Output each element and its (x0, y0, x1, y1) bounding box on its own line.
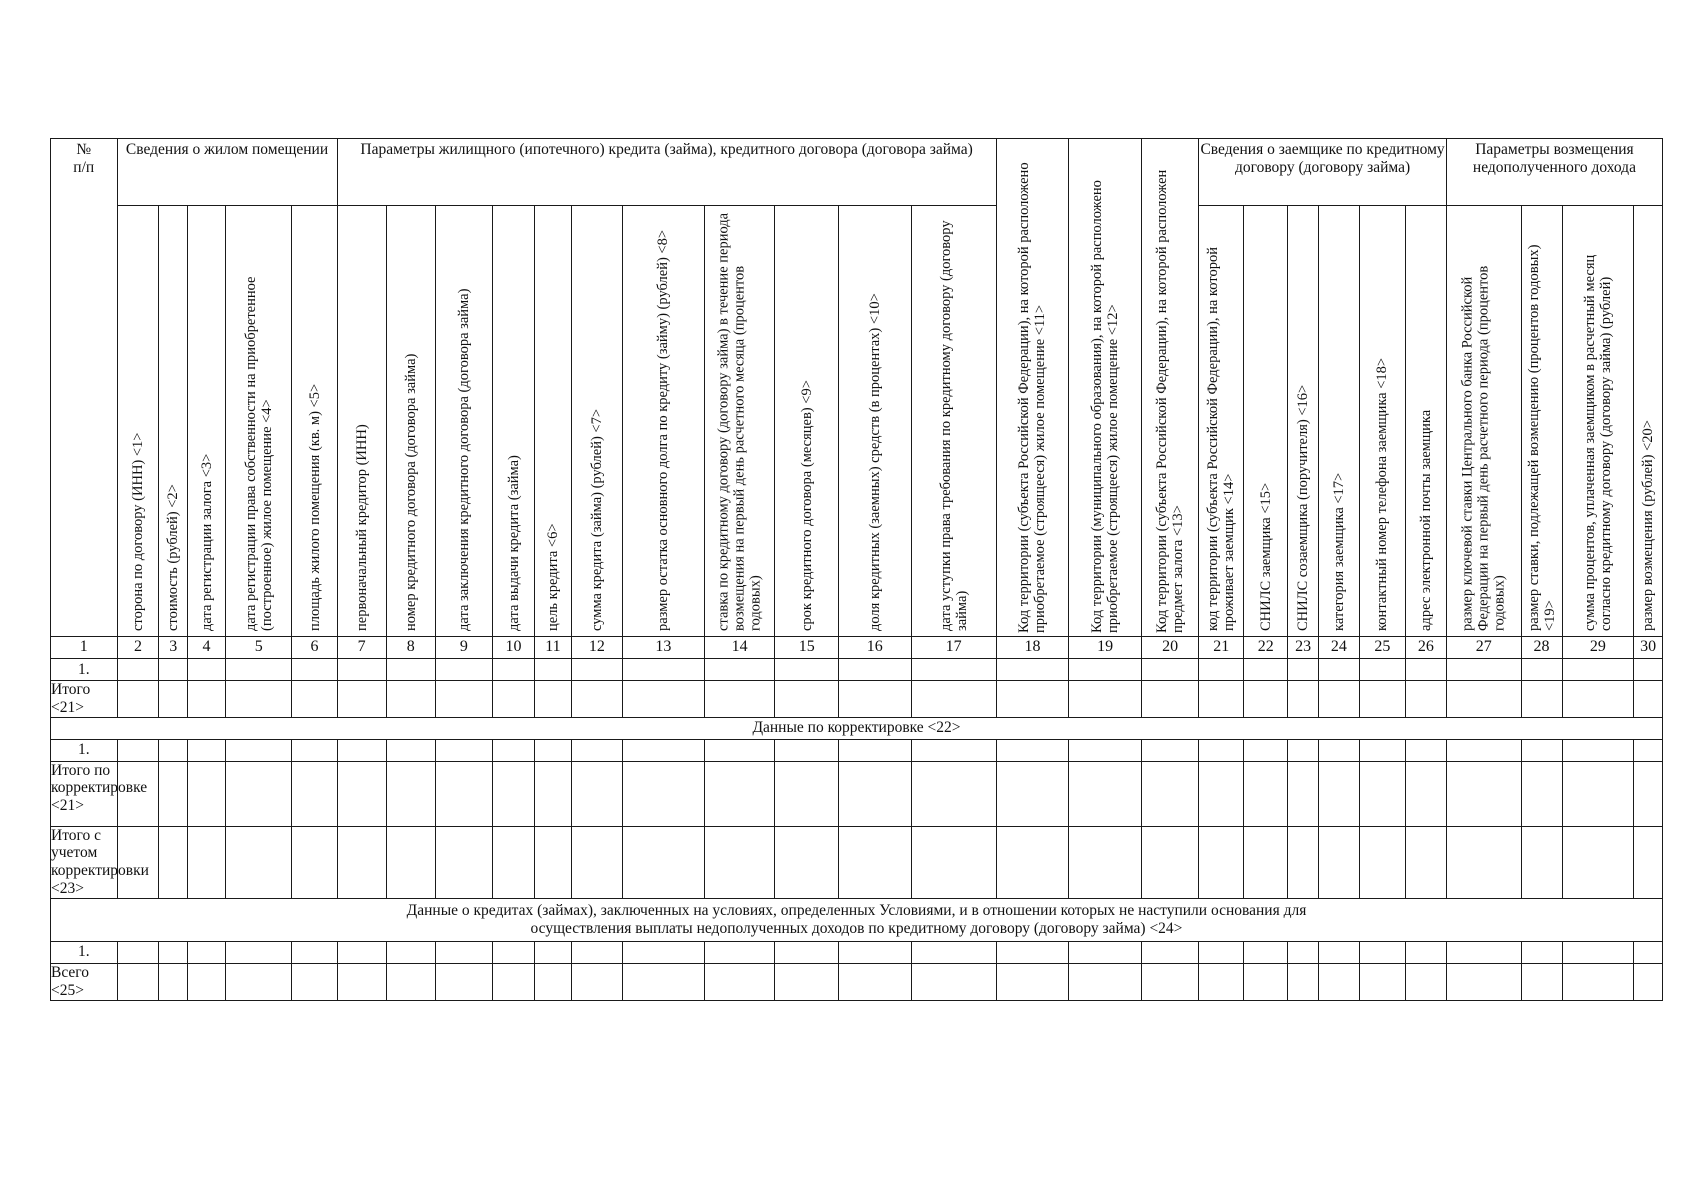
report-table (50, 138, 1663, 1001)
table-cell (225, 761, 292, 826)
table-cell (571, 941, 622, 963)
table-cell (1199, 963, 1244, 1000)
group-housing: Сведения о жилом помещении (117, 139, 337, 206)
table-cell (1634, 761, 1663, 826)
table-row (51, 739, 1663, 761)
table-cell (838, 739, 911, 761)
table-cell (435, 963, 492, 1000)
table-cell (1405, 659, 1446, 681)
table-cell (623, 761, 705, 826)
table-cell (1141, 739, 1198, 761)
table-cell (704, 826, 775, 898)
table-cell (704, 761, 775, 826)
column-number: 29 (1562, 637, 1634, 659)
table-cell (1069, 941, 1142, 963)
header-col-19: Код территории (муниципального образования), на которой расположено приобретаемое (строящееся) жилое помещение <12> (1069, 139, 1142, 637)
table-cell (1634, 681, 1663, 718)
table-cell (775, 941, 838, 963)
grand-total-label: Всего <25> (51, 963, 118, 1000)
table-cell (1244, 826, 1288, 898)
table-cell (1446, 826, 1521, 898)
table-cell (337, 761, 386, 826)
table-cell (911, 659, 996, 681)
table-cell (292, 681, 337, 718)
table-cell (535, 963, 572, 1000)
column-number-row (51, 637, 1663, 659)
header-col-30: размер возмещения (рублей) <20> (1634, 206, 1663, 637)
table-cell (535, 739, 572, 761)
table-row (51, 761, 1663, 826)
table-cell (996, 659, 1069, 681)
column-number: 2 (117, 637, 159, 659)
table-cell (1288, 963, 1319, 1000)
table-cell (1521, 681, 1562, 718)
table-cell (996, 963, 1069, 1000)
table-cell (337, 681, 386, 718)
column-number: 1 (51, 637, 118, 659)
table-cell (623, 963, 705, 1000)
table-cell (1562, 681, 1634, 718)
header-col-13: размер остатка основного долга по кредиту (займу) (рублей) <8> (623, 206, 705, 637)
table-cell (996, 761, 1069, 826)
table-cell (292, 659, 337, 681)
table-cell (1446, 681, 1521, 718)
table-cell (1069, 826, 1142, 898)
table-cell (435, 941, 492, 963)
table-cell (1244, 941, 1288, 963)
table-cell (225, 826, 292, 898)
table-cell (571, 826, 622, 898)
table-cell (571, 761, 622, 826)
table-cell (159, 659, 188, 681)
table-cell (1244, 681, 1288, 718)
table-cell (1288, 761, 1319, 826)
table-cell (1405, 963, 1446, 1000)
table-cell (623, 826, 705, 898)
table-cell (435, 761, 492, 826)
column-number: 24 (1318, 637, 1359, 659)
column-number: 30 (1634, 637, 1663, 659)
table-cell (225, 739, 292, 761)
table-row (51, 941, 1663, 963)
table-cell (1199, 761, 1244, 826)
table-cell (435, 739, 492, 761)
table-cell (704, 659, 775, 681)
header-col-14: ставка по кредитному договору (договору займа) в течение периода возмещения на первый день расчетного месяца (процентов годовых) (704, 206, 775, 637)
table-cell (623, 739, 705, 761)
table-cell (1405, 681, 1446, 718)
table-cell (225, 941, 292, 963)
table-cell (1244, 739, 1288, 761)
header-col-2: сторона по договору (ИНН) <1> (117, 206, 159, 637)
header-col-3: стоимость (рублей) <2> (159, 206, 188, 637)
table-row (51, 681, 1663, 718)
header-col-17: дата уступки права требования по кредитному договору (договору займа) (911, 206, 996, 637)
table-cell (704, 963, 775, 1000)
group-borrower: Сведения о заемщике по кредитному договору (договору займа) (1199, 139, 1447, 206)
table-cell (1288, 659, 1319, 681)
table-cell (996, 941, 1069, 963)
table-cell (1141, 941, 1198, 963)
header-col-25: контактный номер телефона заемщика <18> (1359, 206, 1405, 637)
column-number: 20 (1141, 637, 1198, 659)
table-cell (1318, 761, 1359, 826)
header-col-5: дата регистрации права собственности на приобретенное (построенное) жилое помещение <4> (225, 206, 292, 637)
table-cell (1562, 963, 1634, 1000)
table-cell (1562, 739, 1634, 761)
header-number-column: № п/п (51, 139, 118, 637)
total-with-correction-label: Итого с учетом корректировки <23> (51, 826, 149, 898)
table-cell (1521, 941, 1562, 963)
column-number: 9 (435, 637, 492, 659)
table-cell (775, 963, 838, 1000)
table-cell (704, 739, 775, 761)
table-cell (1634, 826, 1663, 898)
table-cell (386, 659, 435, 681)
column-number: 11 (535, 637, 572, 659)
table-cell (1318, 963, 1359, 1000)
table-cell (911, 681, 996, 718)
table-cell (911, 963, 996, 1000)
row-number: 1. (51, 659, 118, 681)
table-cell (1521, 761, 1562, 826)
table-cell (1318, 739, 1359, 761)
column-number: 13 (623, 637, 705, 659)
table-cell (535, 941, 572, 963)
table-cell (1244, 659, 1288, 681)
table-cell (911, 826, 996, 898)
table-cell (292, 826, 337, 898)
table-cell (159, 963, 188, 1000)
table-cell (117, 659, 159, 681)
table-cell (493, 761, 535, 826)
table-cell (1405, 941, 1446, 963)
header-col-26: адрес электронной почты заемщика (1405, 206, 1446, 637)
table-cell (493, 826, 535, 898)
table-cell (188, 761, 226, 826)
header-col-11: цель кредита <6> (535, 206, 572, 637)
table-cell (493, 941, 535, 963)
column-number: 22 (1244, 637, 1288, 659)
table-cell (1634, 941, 1663, 963)
row-number: 1. (51, 739, 118, 761)
table-cell (1405, 761, 1446, 826)
table-cell (435, 826, 492, 898)
table-cell (386, 963, 435, 1000)
column-number: 21 (1199, 637, 1244, 659)
table-cell (1141, 963, 1198, 1000)
table-cell (911, 739, 996, 761)
table-cell (1318, 941, 1359, 963)
table-cell (1562, 761, 1634, 826)
table-cell (1244, 963, 1288, 1000)
table-cell (623, 681, 705, 718)
column-number: 19 (1069, 637, 1142, 659)
header-col-18: Код территории (субъекта Российской Федерации), на которой расположено приобретаемое (строящееся) жилое помещение <11> (996, 139, 1069, 637)
table-cell (775, 659, 838, 681)
table-cell (775, 826, 838, 898)
table-cell (337, 963, 386, 1000)
table-cell (337, 659, 386, 681)
table-cell (1562, 659, 1634, 681)
table-cell (838, 659, 911, 681)
table-cell (225, 659, 292, 681)
header-col-12: сумма кредита (займа) (рублей) <7> (571, 206, 622, 637)
table-cell (188, 739, 226, 761)
table-cell (535, 761, 572, 826)
table-cell (1359, 941, 1405, 963)
table-cell (1562, 941, 1634, 963)
table-cell (292, 761, 337, 826)
table-cell (838, 761, 911, 826)
table-cell (911, 761, 996, 826)
column-number: 18 (996, 637, 1069, 659)
table-cell (435, 659, 492, 681)
table-cell (1141, 659, 1198, 681)
column-number: 4 (188, 637, 226, 659)
column-number: 28 (1521, 637, 1562, 659)
table-cell (1288, 681, 1319, 718)
table-cell (1634, 739, 1663, 761)
table-cell (1318, 826, 1359, 898)
table-cell (292, 941, 337, 963)
table-cell (1359, 963, 1405, 1000)
table-row (51, 963, 1663, 1000)
table-cell (159, 826, 188, 898)
table-cell (1359, 739, 1405, 761)
table-cell (571, 681, 622, 718)
table-cell (911, 941, 996, 963)
table-cell (1288, 739, 1319, 761)
table-cell (1446, 963, 1521, 1000)
table-cell (1318, 681, 1359, 718)
table-cell (1069, 659, 1142, 681)
credits-section-title: Данные о кредитах (займах), заключенных на условиях, определенных Условиями, и в отношении которых не наступили основания для осуществления выплаты недополученных доходов по кредитному договору (договору займа) <24> (51, 898, 1663, 941)
table-cell (188, 659, 226, 681)
table-cell (1141, 681, 1198, 718)
table-cell (1069, 739, 1142, 761)
table-cell (1446, 739, 1521, 761)
table-cell (386, 681, 435, 718)
column-number: 26 (1405, 637, 1446, 659)
table-cell (1359, 761, 1405, 826)
table-cell (1634, 659, 1663, 681)
correction-total-label: Итого по корректировке <21> (51, 761, 118, 826)
table-cell (623, 659, 705, 681)
table-cell (775, 761, 838, 826)
table-cell (337, 941, 386, 963)
column-number: 3 (159, 637, 188, 659)
table-cell (1359, 826, 1405, 898)
group-compensation: Параметры возмещения недополученного дохода (1446, 139, 1662, 206)
table-cell (188, 963, 226, 1000)
table-cell (1199, 826, 1244, 898)
table-cell (493, 963, 535, 1000)
table-cell (1069, 681, 1142, 718)
table-cell (493, 739, 535, 761)
header-col-22: СНИЛС заемщика <15> (1244, 206, 1288, 637)
table-cell (1405, 739, 1446, 761)
table-cell (1199, 941, 1244, 963)
table-cell (775, 681, 838, 718)
header-col-7: первоначальный кредитор (ИНН) (337, 206, 386, 637)
table-cell (535, 681, 572, 718)
table-cell (1521, 826, 1562, 898)
table-cell (535, 826, 572, 898)
table-cell (838, 941, 911, 963)
table-cell (1634, 963, 1663, 1000)
table-cell (159, 761, 188, 826)
table-cell (386, 739, 435, 761)
header-col-16: доля кредитных (заемных) средств (в процентах) <10> (838, 206, 911, 637)
table-cell (493, 659, 535, 681)
table-cell (435, 681, 492, 718)
column-number: 27 (1446, 637, 1521, 659)
correction-section-title: Данные по корректировке <22> (51, 717, 1663, 739)
table-cell (1288, 826, 1319, 898)
table-cell (292, 963, 337, 1000)
header-col-24: категория заемщика <17> (1318, 206, 1359, 637)
header-col-20: Код территории (субъекта Российской Федерации), на которой расположен предмет залога <13> (1141, 139, 1198, 637)
column-number: 16 (838, 637, 911, 659)
header-col-28: размер ставки, подлежащей возмещению (процентов годовых) <19> (1521, 206, 1562, 637)
total-label: Итого <21> (51, 681, 118, 718)
header-col-23: СНИЛС созаемщика (поручителя) <16> (1288, 206, 1319, 637)
column-number: 10 (493, 637, 535, 659)
table-cell (225, 963, 292, 1000)
group-credit: Параметры жилищного (ипотечного) кредита (займа), кредитного договора (договора займа) (337, 139, 996, 206)
table-cell (386, 826, 435, 898)
table-cell (996, 681, 1069, 718)
table-cell (1199, 739, 1244, 761)
table-cell (704, 681, 775, 718)
table-row (51, 659, 1663, 681)
table-cell (996, 739, 1069, 761)
table-cell (1521, 659, 1562, 681)
table-cell (1446, 761, 1521, 826)
section-row (51, 717, 1663, 739)
column-number: 14 (704, 637, 775, 659)
table-cell (1521, 739, 1562, 761)
table-cell (188, 681, 226, 718)
table-cell (996, 826, 1069, 898)
table-cell (623, 941, 705, 963)
table-cell (838, 963, 911, 1000)
table-cell (775, 739, 838, 761)
table-cell (117, 963, 159, 1000)
table-cell (1359, 659, 1405, 681)
table-cell (1288, 941, 1319, 963)
table-cell (225, 681, 292, 718)
table-cell (535, 659, 572, 681)
table-cell (493, 681, 535, 718)
table-cell (337, 739, 386, 761)
table-cell (292, 739, 337, 761)
column-number: 23 (1288, 637, 1319, 659)
header-col-4: дата регистрации залога <3> (188, 206, 226, 637)
table-cell (188, 941, 226, 963)
header-col-10: дата выдачи кредита (займа) (493, 206, 535, 637)
table-cell (1199, 659, 1244, 681)
column-number: 25 (1359, 637, 1405, 659)
column-number: 5 (225, 637, 292, 659)
column-number: 7 (337, 637, 386, 659)
section-row (51, 898, 1663, 941)
column-number: 12 (571, 637, 622, 659)
table-row (51, 826, 1663, 898)
table-cell (1562, 826, 1634, 898)
header-col-21: код территории (субъекта Российской Федерации), на которой проживает заемщик <14> (1199, 206, 1244, 637)
table-cell (117, 941, 159, 963)
column-number: 6 (292, 637, 337, 659)
column-number: 15 (775, 637, 838, 659)
table-cell (571, 739, 622, 761)
table-cell (838, 826, 911, 898)
table-cell (838, 681, 911, 718)
table-cell (188, 826, 226, 898)
table-cell (1141, 761, 1198, 826)
column-number: 17 (911, 637, 996, 659)
header-col-27: размер ключевой ставки Центрального банка Российской Федерации на первый день расчетного периода (процентов годовых) (1446, 206, 1521, 637)
table-cell (571, 963, 622, 1000)
table-cell (159, 681, 188, 718)
header-col-6: площадь жилого помещения (кв. м) <5> (292, 206, 337, 637)
table-cell (1141, 826, 1198, 898)
table-cell (1521, 963, 1562, 1000)
table-cell (1446, 941, 1521, 963)
table-cell (337, 826, 386, 898)
table-cell (117, 681, 159, 718)
table-cell (117, 739, 159, 761)
table-cell (1244, 761, 1288, 826)
table-cell (571, 659, 622, 681)
table-cell (1069, 963, 1142, 1000)
header-col-9: дата заключения кредитного договора (договора займа) (435, 206, 492, 637)
header-col-15: срок кредитного договора (месяцев) <9> (775, 206, 838, 637)
table-cell (386, 941, 435, 963)
table-cell (159, 739, 188, 761)
table-cell (1446, 659, 1521, 681)
table-cell (1405, 826, 1446, 898)
table-cell (704, 941, 775, 963)
table-cell (159, 941, 188, 963)
header-col-8: номер кредитного договора (договора займа) (386, 206, 435, 637)
table-cell (1199, 681, 1244, 718)
table-cell (386, 761, 435, 826)
header-col-29: сумма процентов, уплаченная заемщиком в расчетный месяц согласно кредитному договору (договору займа) (рублей) (1562, 206, 1634, 637)
column-number: 8 (386, 637, 435, 659)
table-cell (1318, 659, 1359, 681)
table-cell (1069, 761, 1142, 826)
table-cell (1359, 681, 1405, 718)
row-number: 1. (51, 941, 118, 963)
